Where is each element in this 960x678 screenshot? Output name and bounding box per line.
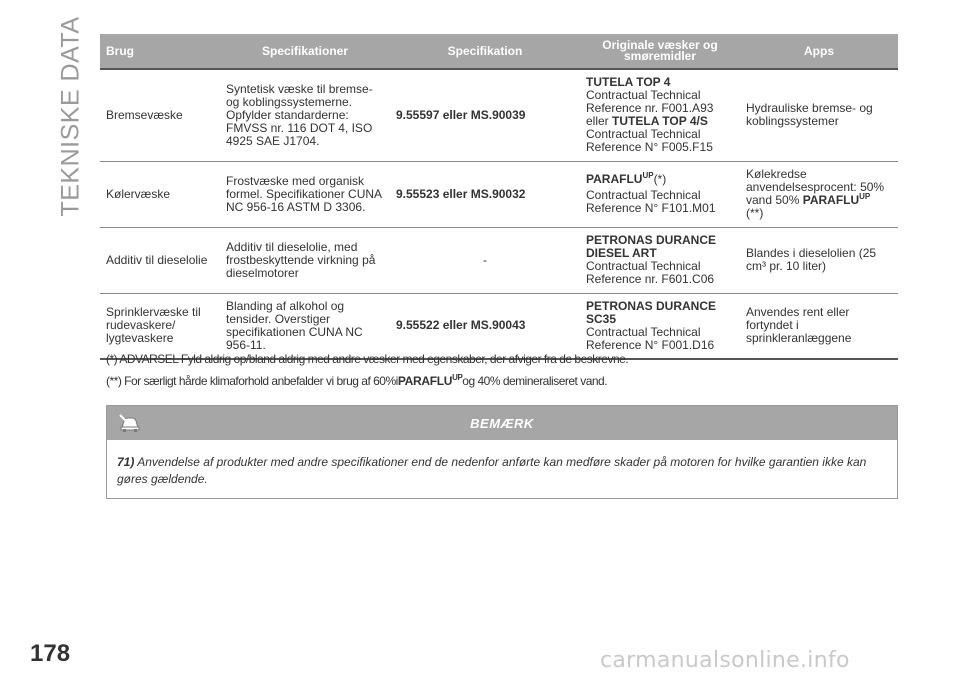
table-row: [100, 69, 898, 161]
notice-text: Anvendelse af produkter med andre specifikationer end de nedenfor anførte kan medføre skader på motoren for hvilke garantien ikke kan gøres gældende.: [117, 455, 867, 486]
fluid-alt-prefix: eller: [586, 114, 609, 129]
cell-fluid: [580, 69, 740, 161]
page-number: 178: [30, 640, 71, 667]
car-service-icon: [119, 413, 141, 433]
fluid-product: [586, 173, 734, 186]
cell-specs: Syntetisk væske til bremse- og koblingssystemerne. Opfylder standarderne: FMVSS nr. 116 DOT 4, ISO 4925 SAE J1704.: [220, 69, 390, 161]
cell-fluid: [580, 227, 740, 293]
cell-fluid: [580, 293, 740, 359]
notice-title: BEMÆRK: [470, 415, 534, 431]
cell-apps: Blandes i dieselolien (25 cm³ pr. 10 liter): [740, 227, 898, 293]
cell-spec: 9.55597 eller MS.90039: [390, 69, 580, 161]
fluid-product: PETRONAS DURANCE SC35: [586, 298, 717, 326]
apps-note: (**): [746, 206, 764, 220]
watermark: carmanualsonline.info: [600, 648, 850, 673]
footnotes: [106, 352, 906, 396]
header-original-fluids: Originale væsker og smøremidler: [580, 34, 740, 69]
footnote-1: (*) ADVARSEL Fyld aldrig op/bland aldrig med andre væsker med egenskaber, der afviger fra de beskrevne.: [106, 352, 629, 366]
fluid-brand-note: (*): [653, 172, 667, 186]
table-row: [100, 293, 898, 359]
cell-use: Sprinklervæske til rudevaskere/ lygtevaskere: [100, 293, 220, 359]
cell-apps: Hydrauliske bremse- og koblingssystemer: [740, 69, 898, 161]
fluid-alt-product: TUTELA TOP 4/S: [612, 114, 708, 129]
fluid-reference: Contractual Technical Reference nr. F601.C06: [586, 259, 715, 286]
footnote-2-suffix: og 40% demineraliseret vand.: [462, 374, 608, 388]
cell-spec: 9.55522 eller MS.90043: [390, 293, 580, 359]
cell-specs: Additiv til dieselolie, med frostbeskyttende virkning på dieselmotorer: [220, 227, 390, 293]
header-apps: Apps: [740, 34, 898, 69]
apps-brand-sup: UP: [859, 192, 871, 201]
fluid-alt-reference: Contractual Technical Reference N° F005.F15: [586, 127, 713, 155]
table-header-row: [100, 34, 898, 69]
cell-use: Additiv til dieselolie: [100, 227, 220, 293]
notice-body: [107, 440, 897, 488]
fluid-reference: Contractual Technical Reference N° F001.D16: [586, 324, 715, 352]
section-title-text: TEKNISKE DATA: [56, 15, 85, 217]
table-row: [100, 227, 898, 293]
fluid-reference: Contractual Technical Reference nr. F001.A93: [586, 88, 714, 116]
fluid-product: TUTELA TOP 4: [586, 75, 671, 90]
cell-apps: [740, 161, 898, 227]
header-specifications: Specifikationer: [220, 34, 390, 69]
notice-header: [107, 406, 897, 440]
fluid-reference: Contractual Technical Reference N° F101.M01: [586, 188, 716, 215]
apps-brand: PARAFLU: [802, 193, 860, 207]
cell-apps: Anvendes rent eller fortyndet i sprinkleranlæggene: [740, 293, 898, 359]
fluid-brand: PARAFLU: [586, 172, 643, 186]
cell-spec: 9.55523 eller MS.90032: [390, 161, 580, 227]
table-row: [100, 161, 898, 227]
notice-box: [106, 405, 898, 499]
cell-specs: Blanding af alkohol og tensider. Overstiger specifikationen CUNA NC 956-11.: [220, 293, 390, 359]
apps-text: Kølekredse anvendelsesprocent: 50% vand 50%: [746, 167, 885, 207]
footnote-2-brand-sup: UP: [452, 373, 463, 382]
fluid-product: PETRONAS DURANCE DIESEL ART: [586, 233, 717, 260]
cell-use: Bremsevæske: [100, 69, 220, 161]
header-use: Brug: [100, 34, 220, 69]
section-title: [56, 15, 86, 217]
footnote-2: [106, 374, 906, 388]
fluids-table: [100, 34, 898, 360]
fluid-brand-sup: UP: [642, 171, 654, 180]
header-specification: Specifikation: [390, 34, 580, 69]
cell-spec: -: [390, 227, 580, 293]
footnote-2-prefix: (**) For særligt hårde klimaforhold anbefalder vi brug af 60%i: [106, 374, 398, 388]
footnote-2-brand: PARAFLU: [397, 374, 453, 388]
cell-specs: Frostvæske med organisk formel. Specifikationer CUNA NC 956-16 ASTM D 3306.: [220, 161, 390, 227]
notice-number: 71): [117, 455, 135, 469]
cell-use: Kølervæske: [100, 161, 220, 227]
cell-fluid: [580, 161, 740, 227]
